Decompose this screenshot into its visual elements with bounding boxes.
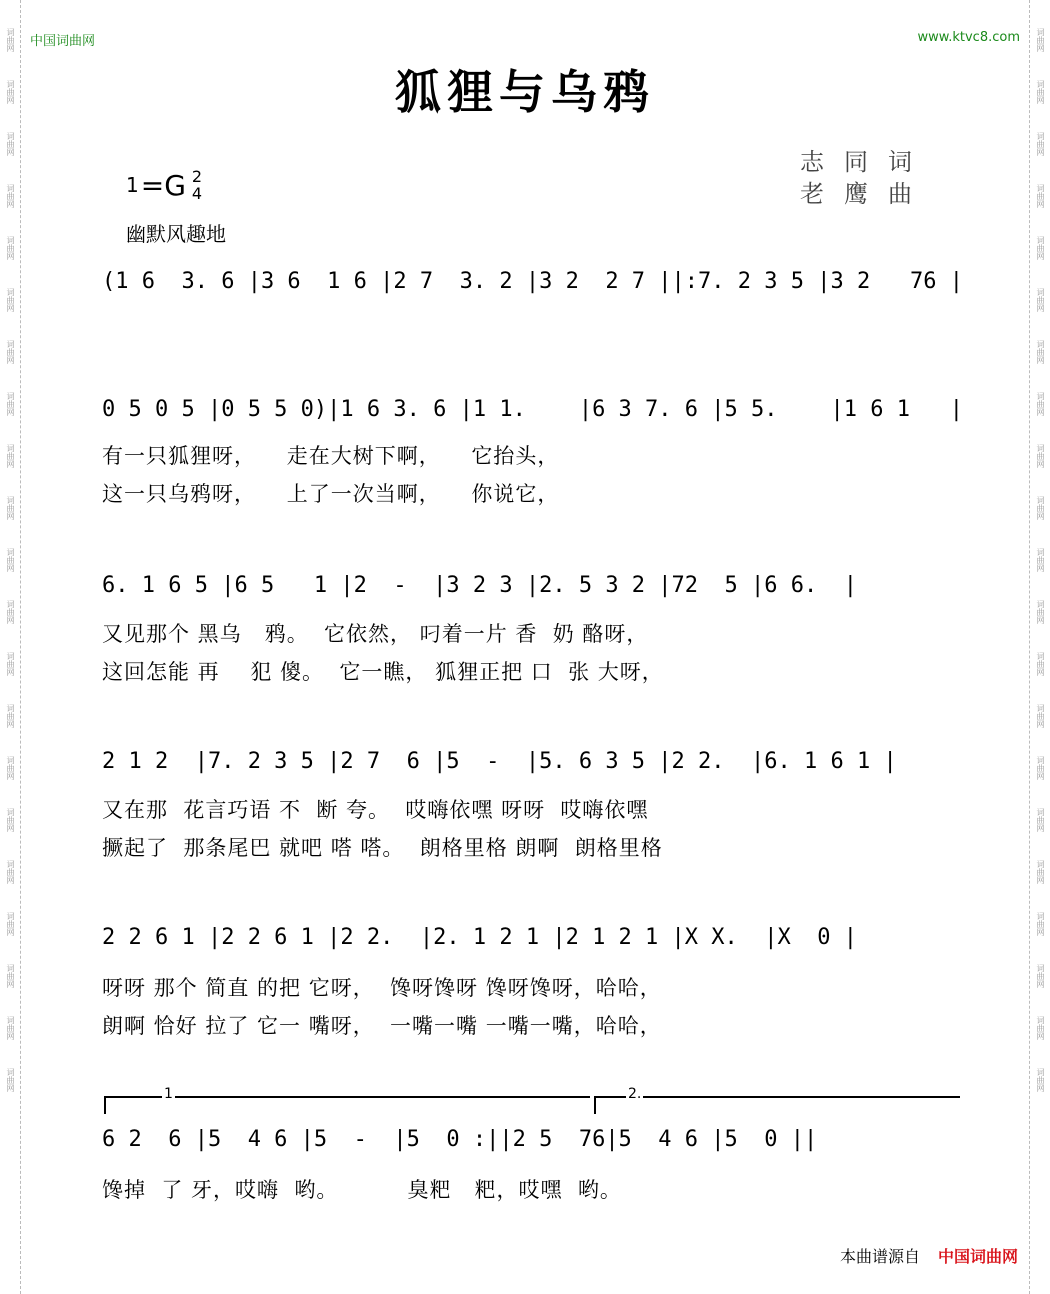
side-mark: 词曲网 — [1036, 288, 1045, 312]
side-mark: 词曲网 — [1036, 444, 1045, 468]
side-mark: 词曲网 — [6, 132, 15, 156]
footer-label: 本曲谱源自 — [839, 1247, 920, 1266]
lyric-verse-2: 撅起了 那条尾巴 就吧 嗒 嗒。 朗格里格 朗啊 朗格里格 — [102, 836, 663, 860]
source-site-left[interactable]: 中国词曲网 — [30, 34, 96, 49]
key-name: =G — [140, 168, 186, 202]
lyric-verse-2: 朗啊 恰好 拉了 它一 嘴呀， 一嘴一嘴 一嘴一嘴，哈哈， — [102, 1014, 662, 1038]
lyric-verse-1: 馋掉 了 牙，哎嗨 哟。 臭粑 粑，哎嘿 哟。 — [102, 1178, 622, 1202]
side-mark: 词曲网 — [1036, 808, 1045, 832]
side-mark: 词曲网 — [6, 1016, 15, 1040]
notes-line: (1 6 3. 6 |3 6 1 6 |2 7 3. 2 |3 2 2 7 ||:7. 2 3 5 |3 2 76 | — [102, 269, 963, 294]
side-mark: 词曲网 — [1036, 912, 1045, 936]
time-bottom: 4 — [191, 184, 203, 203]
key-signature — [126, 168, 202, 202]
source-site-right[interactable]: www.ktvc8.com — [917, 30, 1020, 45]
lyric-verse-2: 这一只乌鸦呀， 上了一次当啊， 你说它， — [102, 482, 560, 506]
side-mark: 词曲网 — [6, 704, 15, 728]
side-mark: 词曲网 — [1036, 652, 1045, 676]
side-mark: 词曲网 — [6, 860, 15, 884]
side-mark: 词曲网 — [1036, 600, 1045, 624]
side-mark: 词曲网 — [6, 392, 15, 416]
side-mark: 词曲网 — [6, 288, 15, 312]
lyric-verse-1: 有一只狐狸呀， 走在大树下啊， 它抬头， — [102, 444, 560, 468]
side-mark: 词曲网 — [6, 600, 15, 624]
notes-line: 2 2 6 1 |2 2 6 1 |2 2. |2. 1 2 1 |2 1 2 1 |X X. |X 0 | — [102, 925, 857, 950]
side-mark: 词曲网 — [1036, 340, 1045, 364]
second-ending-number: 2. — [628, 1086, 642, 1102]
side-mark: 词曲网 — [6, 548, 15, 572]
notes-line: 6 2 6 |5 4 6 |5 - |5 0 :||2 5 76|5 4 6 |5 0 || — [102, 1127, 818, 1152]
lyric-verse-1: 又在那 花言巧语 不 断 夸。 哎嗨依嘿 呀呀 哎嗨依嘿 — [102, 798, 649, 822]
side-mark: 词曲网 — [1036, 132, 1045, 156]
first-ending-number: 1 — [164, 1086, 173, 1102]
song-title: 狐狸与乌鸦 — [395, 65, 655, 119]
side-mark: 词曲网 — [1036, 1068, 1045, 1092]
first-ending-bracket — [104, 1086, 590, 1114]
side-mark: 词曲网 — [6, 80, 15, 104]
time-top: 2 — [191, 167, 203, 186]
side-mark: 词曲网 — [6, 912, 15, 936]
lyricist-credit: 志同词 — [800, 148, 932, 176]
notes-line: 2 1 2 |7. 2 3 5 |2 7 6 |5 - |5. 6 3 5 |2 2. |6. 1 6 1 | — [102, 749, 897, 774]
notes-line: 0 5 0 5 |0 5 5 0)|1 6 3. 6 |1 1. |6 3 7. 6 |5 5. |1 6 1 | — [102, 397, 963, 422]
side-mark: 词曲网 — [1036, 392, 1045, 416]
second-ending-bracket — [594, 1086, 960, 1114]
side-mark: 词曲网 — [1036, 964, 1045, 988]
notes-line: 6. 1 6 5 |6 5 1 |2 - |3 2 3 |2. 5 3 2 |72 5 |6 6. | — [102, 573, 857, 598]
left-side-strip — [0, 0, 21, 1294]
side-mark: 词曲网 — [6, 184, 15, 208]
side-mark: 词曲网 — [6, 444, 15, 468]
side-mark: 词曲网 — [1036, 860, 1045, 884]
side-mark: 词曲网 — [6, 1068, 15, 1092]
right-side-strip — [1029, 0, 1050, 1294]
side-mark: 词曲网 — [1036, 704, 1045, 728]
side-mark: 词曲网 — [1036, 496, 1045, 520]
footer — [840, 1244, 1018, 1267]
side-mark: 词曲网 — [6, 28, 15, 52]
side-mark: 词曲网 — [1036, 28, 1045, 52]
tempo-marking: 幽默风趣地 — [126, 222, 226, 246]
side-mark: 词曲网 — [1036, 184, 1045, 208]
side-mark: 词曲网 — [6, 756, 15, 780]
credits — [800, 146, 932, 210]
footer-site-link[interactable]: 中国词曲网 — [937, 1247, 1018, 1266]
lyric-verse-1: 又见那个 黑乌 鸦。 它依然， 叼着一片 香 奶 酪呀， — [102, 622, 649, 646]
key-degree: 1 — [126, 173, 139, 197]
time-signature — [192, 168, 202, 202]
side-mark: 词曲网 — [1036, 80, 1045, 104]
side-mark: 词曲网 — [6, 964, 15, 988]
side-mark: 词曲网 — [1036, 1016, 1045, 1040]
side-mark: 词曲网 — [1036, 756, 1045, 780]
lyric-verse-1: 呀呀 那个 简直 的把 它呀， 馋呀馋呀 馋呀馋呀，哈哈， — [102, 976, 662, 1000]
side-mark: 词曲网 — [6, 808, 15, 832]
side-mark: 词曲网 — [6, 340, 15, 364]
composer-credit: 老鹰曲 — [800, 180, 932, 208]
side-mark: 词曲网 — [6, 652, 15, 676]
lyric-verse-2: 这回怎能 再 犯 傻。 它一瞧， 狐狸正把 口 张 大呀， — [102, 660, 664, 684]
side-mark: 词曲网 — [1036, 236, 1045, 260]
side-mark: 词曲网 — [6, 496, 15, 520]
side-mark: 词曲网 — [6, 236, 15, 260]
side-mark: 词曲网 — [1036, 548, 1045, 572]
